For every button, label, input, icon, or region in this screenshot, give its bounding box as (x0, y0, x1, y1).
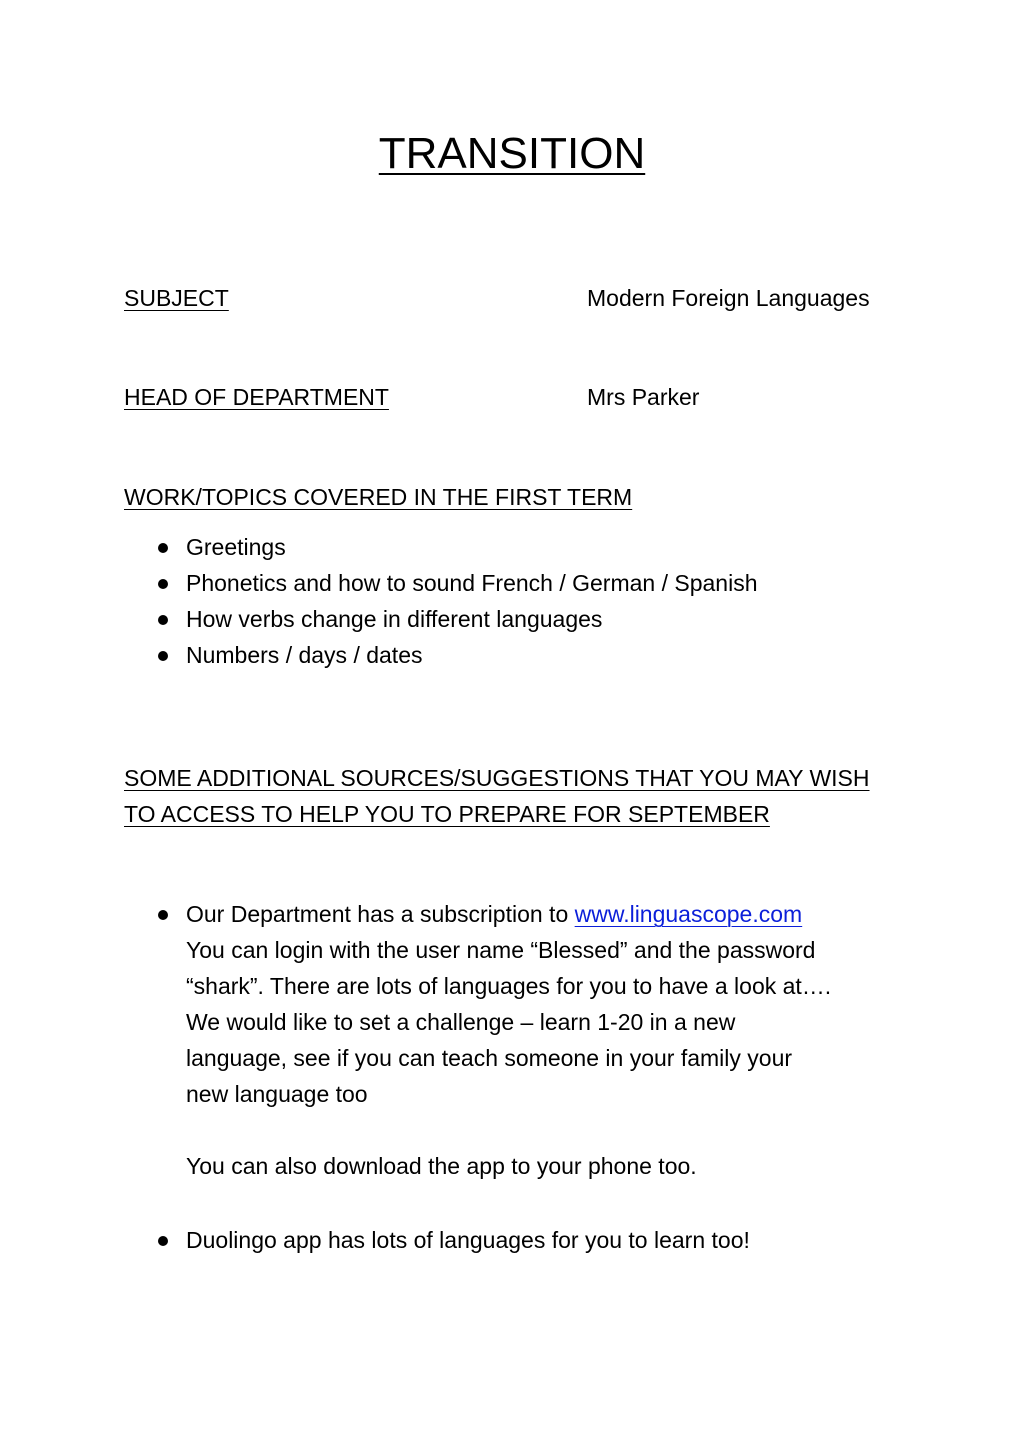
bullet-icon (158, 615, 168, 625)
topic-text: Greetings (186, 534, 286, 560)
list-item (124, 529, 914, 565)
topic-text: Numbers / days / dates (186, 642, 423, 668)
list-item (124, 896, 914, 1222)
sources-heading-line: SOME ADDITIONAL SOURCES/SUGGESTIONS THAT YOU MAY WISH (124, 765, 870, 791)
source-extra: You can also download the app to your phone too. (186, 1153, 697, 1179)
source-line: language, see if you can teach someone in your family your (186, 1045, 793, 1071)
source-text: Duolingo app has lots of languages for you to learn too! (186, 1227, 750, 1253)
page-title (0, 128, 1024, 180)
bullet-icon (158, 1236, 168, 1246)
bullet-icon (158, 543, 168, 553)
bullet-icon (158, 910, 168, 920)
source-intro: Our Department has a subscription to (186, 901, 575, 927)
topic-text: How verbs change in different languages (186, 606, 603, 632)
bullet-icon (158, 651, 168, 661)
list-item (124, 1222, 914, 1258)
source-line (186, 896, 914, 932)
head-of-department-label: HEAD OF DEPARTMENT (124, 384, 389, 410)
topics-heading: WORK/TOPICS COVERED IN THE FIRST TERM (124, 484, 633, 510)
bullet-icon (158, 579, 168, 589)
paragraph-gap (186, 1184, 914, 1222)
subject-value: Modern Foreign Languages (587, 285, 870, 311)
source-line: You can login with the user name “Blessed” and the password (186, 937, 816, 963)
topics-list (124, 529, 914, 673)
head-of-department-value: Mrs Parker (587, 384, 700, 410)
sources-list (124, 896, 914, 1258)
source-line: “shark”. There are lots of languages for you to have a look at…. (186, 973, 832, 999)
subject-label: SUBJECT (124, 285, 229, 311)
list-item (124, 565, 914, 601)
linguascope-link[interactable]: www.linguascope.com (574, 901, 803, 927)
sources-heading-line: TO ACCESS TO HELP YOU TO PREPARE FOR SEPTEMBER (124, 801, 770, 827)
title-text: TRANSITION (378, 129, 646, 178)
topic-text: Phonetics and how to sound French / German / Spanish (186, 570, 758, 596)
paragraph-gap (186, 1112, 914, 1148)
sources-heading (124, 760, 904, 832)
source-line: We would like to set a challenge – learn 1-20 in a new (186, 1009, 736, 1035)
list-item (124, 601, 914, 637)
list-item (124, 637, 914, 673)
source-line: new language too (186, 1081, 368, 1107)
